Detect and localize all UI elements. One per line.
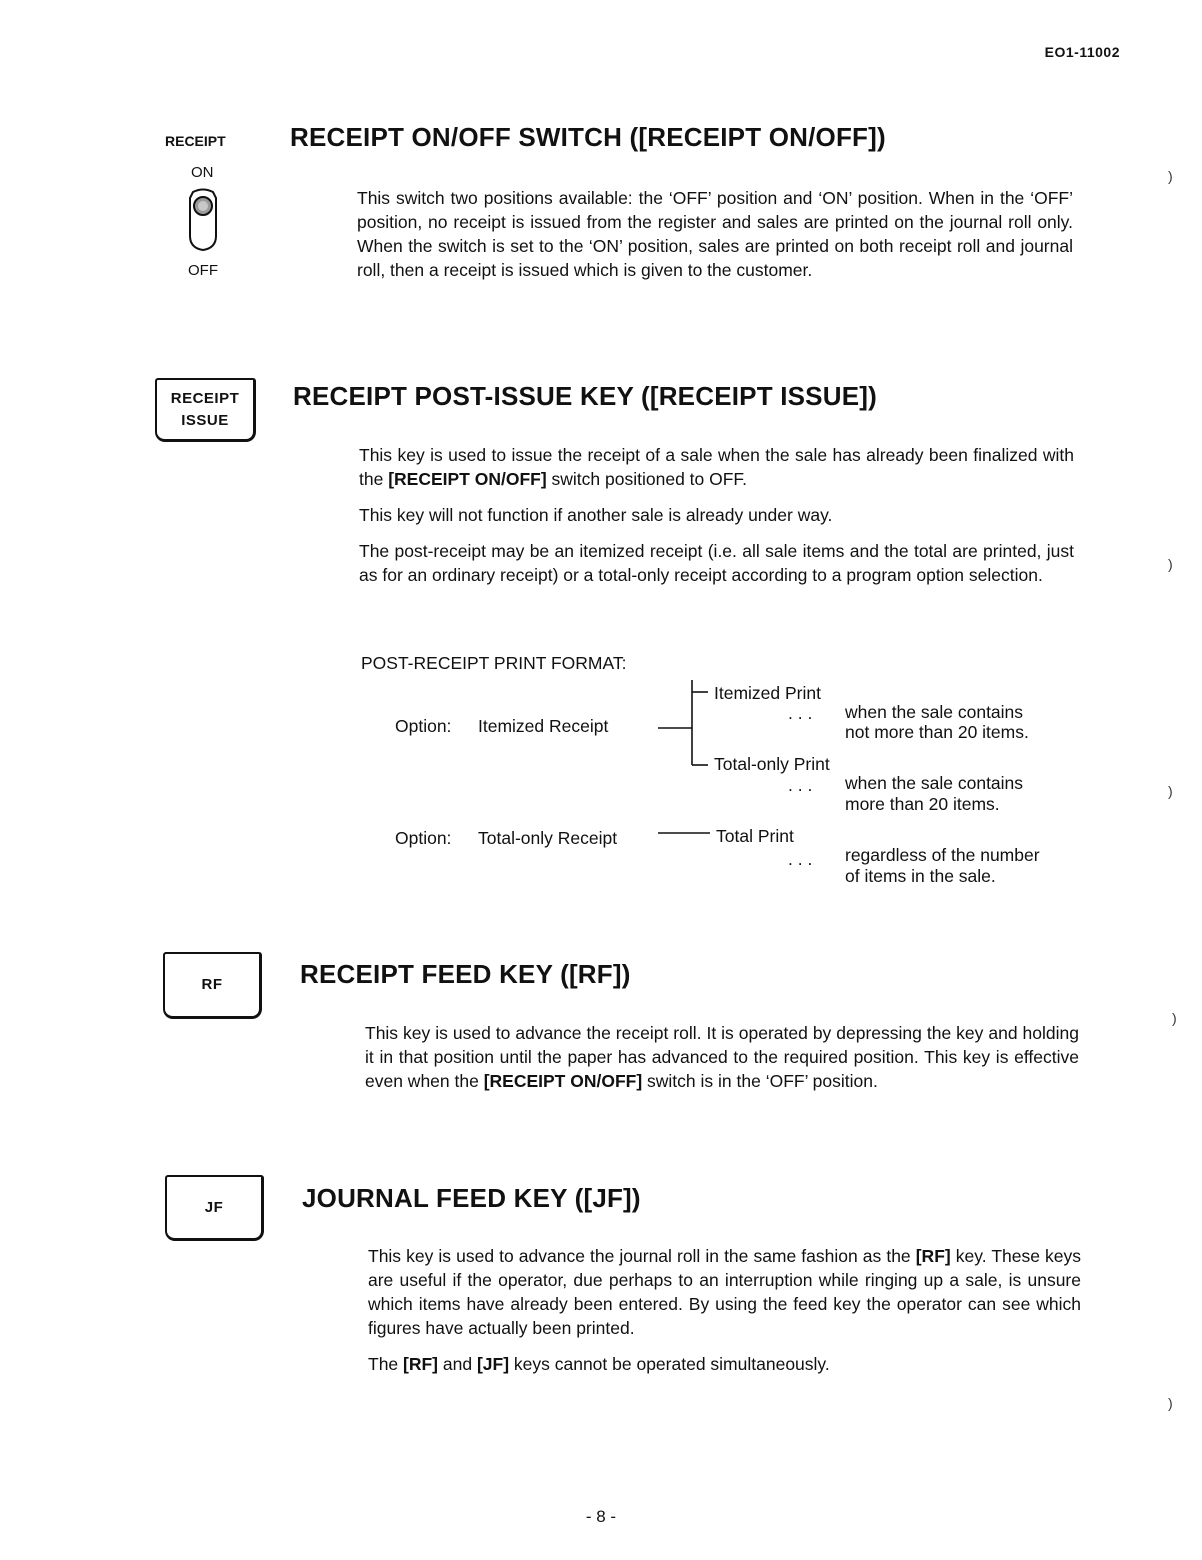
margin-mark: ) [1172,1010,1177,1026]
journal-feed-paragraph-2: The [RF] and [JF] keys cannot be operated simultaneously. [368,1354,830,1374]
section-heading-receipt-feed: RECEIPT FEED KEY ([RF]) [300,959,631,989]
margin-mark: ) [1168,1395,1173,1411]
jf-key-icon [165,1175,264,1241]
option-bracket [650,680,720,780]
key-label: JF [204,1198,224,1216]
itemized-condition-line-1: when the sale contains [845,702,1024,722]
page-number: - 8 - [585,1507,617,1526]
itemized-condition-line-2: not more than 20 items. [845,722,1029,742]
margin-mark: ) [1168,783,1173,799]
document-number: EO1-11002 [1044,44,1120,60]
section-heading-journal-feed: JOURNAL FEED KEY ([JF]) [302,1183,641,1213]
dots: . . . [788,703,813,723]
rf-key-icon [163,952,262,1019]
total-only-print: Total-only Print [714,754,830,774]
section-heading-receipt-switch: RECEIPT ON/OFF SWITCH ([RECEIPT ON/OFF]) [290,122,886,152]
switch-off-label: OFF [188,262,218,279]
option-label: Option: [395,716,452,736]
total-condition-line-2: of items in the sale. [845,866,996,886]
journal-feed-paragraph-1: This key is used to advance the journal roll in the same fashion as the [RF] key. These keys are useful if the operator, due perhaps to an interruption while ringing up a sale, is unsure which items have already been entered. By using the feed key the operator can see which figures have actually been printed. [368,1246,1082,1338]
receipt-issue-paragraph-3: The post-receipt may be an itemized receipt (i.e. all sale items and the total are printed, just as for an ordinary receipt) or a total-only receipt according to a program option selection. [359,541,1074,585]
key-label-line1: RECEIPT [170,389,240,407]
switch-on-label: ON [191,164,214,181]
dots: . . . [788,775,813,795]
dots: . . . [788,849,813,869]
receipt-feed-paragraph: This key is used to advance the receipt roll. It is operated by depressing the key and holding it in that position until the paper has advanced to the required position. This key is effective even when the [RECEIPT ON/OFF] switch is in the ‘OFF’ position. [365,1023,1079,1091]
total-only-condition-line-2: more than 20 items. [845,794,1000,814]
total-condition-line-1: regardless of the number [845,845,1040,865]
option-total-only-receipt: Total-only Receipt [478,828,618,848]
receipt-switch-description: This switch two positions available: the ‘OFF’ position and ‘ON’ position. When in the ‘OFF’ position, no receipt is issued from the register and sales are printed on the journal roll only. When the switch is set to the ‘ON’ position, sales are printed on both receipt roll and journal roll, then a receipt is issued which is given to the customer. [357,188,1073,280]
option-itemized-receipt: Itemized Receipt [478,716,609,736]
itemized-print: Itemized Print [714,683,821,703]
key-label: RF [201,976,223,993]
margin-mark: ) [1168,556,1173,572]
receipt-switch-icon [185,188,221,259]
receipt-switch-label: RECEIPT [165,133,226,149]
total-option-connector [656,826,712,840]
total-only-condition-line-1: when the sale contains [845,773,1024,793]
receipt-issue-key-icon [155,378,256,442]
key-label-line2: ISSUE [181,411,229,429]
option-label: Option: [395,828,452,848]
section-heading-receipt-issue: RECEIPT POST-ISSUE KEY ([RECEIPT ISSUE]) [293,381,877,411]
receipt-issue-paragraph-2: This key will not function if another sale is already under way. [359,505,833,525]
margin-mark: ) [1168,168,1173,184]
receipt-issue-paragraph-1: This key is used to issue the receipt of a sale when the sale has already been finalized with the [RECEIPT ON/OFF] switch positioned to OFF. [359,445,1074,489]
format-title: POST-RECEIPT PRINT FORMAT: [361,653,627,673]
total-print: Total Print [716,826,794,846]
